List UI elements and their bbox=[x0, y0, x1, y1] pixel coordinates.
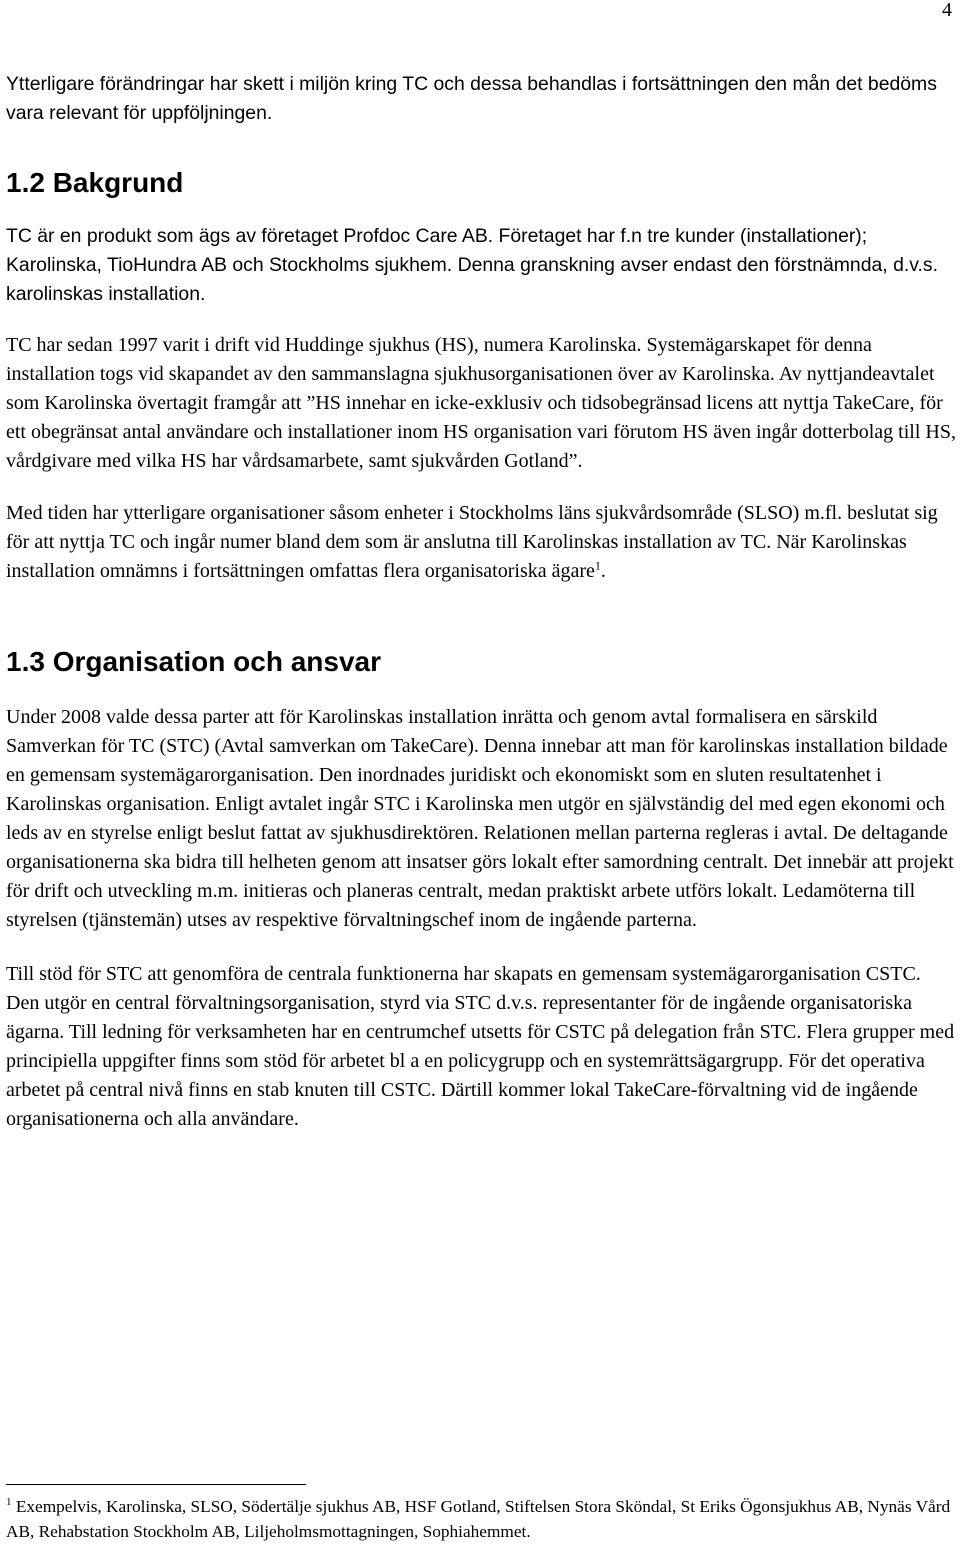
section-heading-organisation: 1.3 Organisation och ansvar bbox=[6, 646, 382, 677]
bakgrund-paragraph-2: TC har sedan 1997 varit i drift vid Huddinge sjukhus (HS), numera Karolinska. Systemägarskapet för denna installation togs vid skapandet av den sammanslagna sjukhusorganisationen över av Karolinska. Av nyttjandeavtalet som Karolinska övertagit framgår att ”HS innehar en icke-exklusiv och tidsobegränsad licens att nyttja TakeCare, för ett obegränsat antal användare och installationer inom HS organisation vari förutom HS även ingår dotterbolag till HS, vårdgivare med vilka HS har vårdsamarbete, samt sjukvården Gotland”. bbox=[6, 334, 956, 472]
bakgrund-paragraph-1: TC är en produkt som ägs av företaget Profdoc Care AB. Företaget har f.n tre kunder (installationer); Karolinska, TioHundra AB och Stockholms sjukhem. Denna granskning avser endast den förstnämnda, d.v.s. karolinskas installation. bbox=[6, 225, 938, 305]
footnote-reference: 1 bbox=[594, 558, 601, 573]
bakgrund-paragraph-3 bbox=[6, 499, 956, 586]
intro-paragraph: Ytterligare förändringar har skett i miljön kring TC och dessa behandlas i fortsättningen den mån det bedöms vara relevant för uppföljningen. bbox=[6, 73, 937, 124]
page-content bbox=[6, 70, 956, 1134]
organisation-paragraph-2: Till stöd för STC att genomföra de centrala funktionerna har skapats en gemensam systemägarorganisation CSTC. Den utgör en central förvaltningsorganisation, styrd via STC d.v.s. representanter för de ingående organisatoriska ägarna. Till ledning för verksamheten har en centrumchef utsetts för CSTC på delegation från STC. Flera grupper med principiella uppgifter finns som stöd för arbetet bl a en policygrupp och en systemrättsägargrupp. För det operativa arbetet på central nivå finns en stab knuten till CSTC. Därtill kommer lokal TakeCare-förvaltning vid de ingående organisationerna och alla användare. bbox=[6, 963, 955, 1130]
footnote bbox=[6, 1494, 956, 1544]
bakgrund-paragraph-3-text: Med tiden har ytterligare organisationer såsom enheter i Stockholms läns sjukvårdsområde (SLSO) m.fl. beslutat sig för att nyttja TC och ingår numer bland dem som är anslutna till Karolinskas installation av TC. När Karolinskas installation omnämns i fortsättningen omfattas flera organisatoriska ägare bbox=[6, 502, 938, 582]
page-number: 4 bbox=[942, 0, 952, 21]
footnote-divider bbox=[6, 1484, 306, 1485]
section-heading-bakgrund: 1.2 Bakgrund bbox=[6, 167, 184, 198]
footnote-text: Exempelvis, Karolinska, SLSO, Södertälje sjukhus AB, HSF Gotland, Stiftelsen Stora Sköndal, St Eriks Ögonsjukhus AB, Nynäs Vård AB, Rehabstation Stockholm AB, Liljeholmsmottagningen, Sophiahemmet. bbox=[6, 1497, 951, 1541]
organisation-paragraph-1: Under 2008 valde dessa parter att för Karolinskas installation inrätta och genom avtal formalisera en särskild Samverkan för TC (STC) (Avtal samverkan om TakeCare). Denna innebar att man för karolinskas installation bildade en gemensam systemägarorganisation. Den inordnades juridiskt och ekonomiskt som en sluten resultatenhet i Karolinskas organisation. Enligt avtalet ingår STC i Karolinska men utgör en självständig del med egen ekonomi och leds av en styrelse enligt beslut fattat av sjukhusdirektören. Relationen mellan parterna regleras i avtal. De deltagande organisationerna ska bidra till helheten genom att insatser görs lokalt efter samordning centralt. Det innebär att projekt för drift och utveckling m.m. initieras och planeras centralt, medan praktiskt arbete utförs lokalt. Ledamöterna till styrelsen (tjänstemän) utses av respektive förvaltningschef inom de ingående parterna. bbox=[6, 706, 954, 931]
bakgrund-paragraph-3-end: . bbox=[600, 560, 606, 582]
footnote-number: 1 bbox=[6, 1496, 12, 1509]
